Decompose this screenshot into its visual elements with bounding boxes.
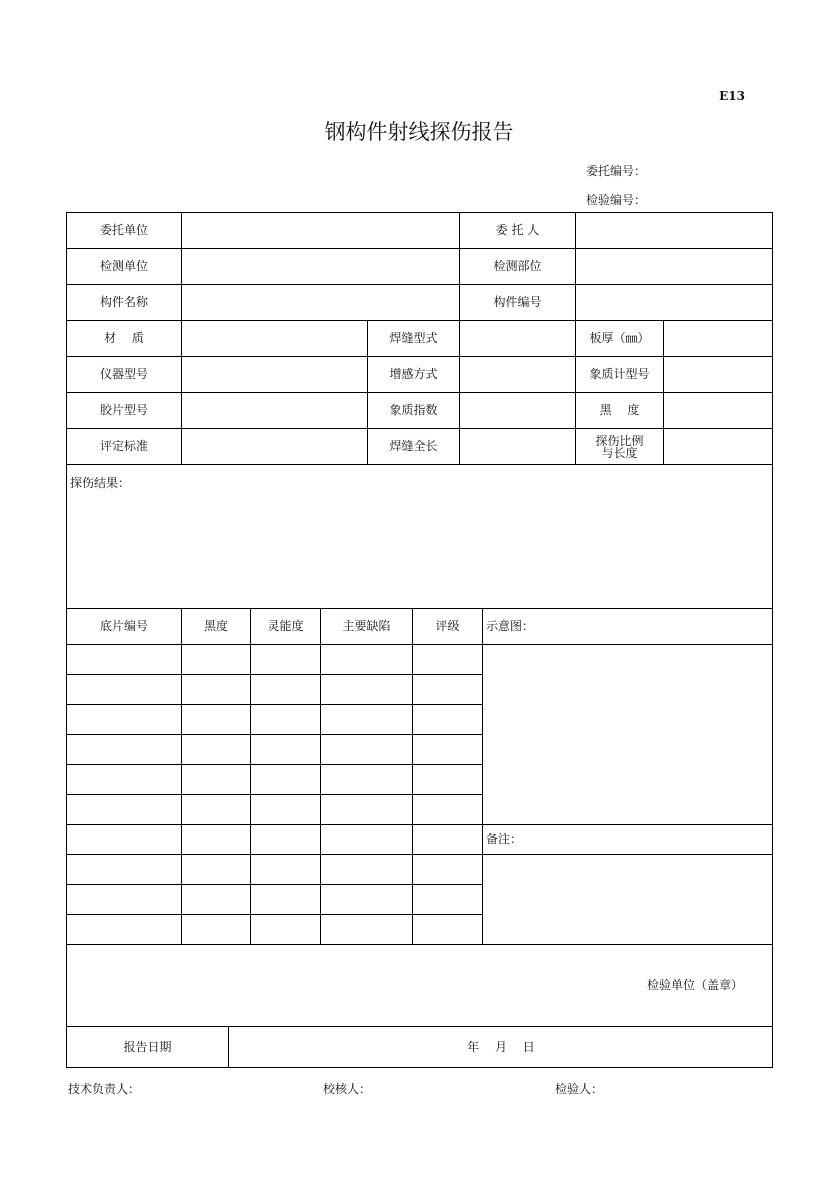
stamp-label: 检验单位（盖章） <box>646 978 743 992</box>
film-cell-density[interactable] <box>181 734 250 764</box>
film-cell-film-no[interactable] <box>66 764 181 794</box>
client-unit-field[interactable] <box>181 212 459 248</box>
film-cell-film-no[interactable] <box>66 734 181 764</box>
intensify-method-label: 增感方式 <box>367 356 459 392</box>
client-label: 委 托 人 <box>459 212 575 248</box>
film-cell-main-defect[interactable] <box>320 674 412 704</box>
inspector-label: 检验人： <box>555 1082 604 1096</box>
film-cell-film-no[interactable] <box>66 824 181 854</box>
results-label: 探伤结果： <box>70 476 131 490</box>
film-cell-sensitivity[interactable] <box>250 794 320 824</box>
diagram-area[interactable] <box>482 644 773 824</box>
member-name-field[interactable] <box>181 284 459 320</box>
client-unit-label: 委托单位 <box>66 212 181 248</box>
member-name-label: 构件名称 <box>66 284 181 320</box>
film-cell-film-no[interactable] <box>66 644 181 674</box>
film-cell-density[interactable] <box>181 824 250 854</box>
film-cell-grade[interactable] <box>412 764 482 794</box>
weld-type-field[interactable] <box>459 320 575 356</box>
film-cell-sensitivity[interactable] <box>250 824 320 854</box>
film-cell-grade[interactable] <box>412 914 482 944</box>
stamp-area <box>66 944 773 1026</box>
film-cell-film-no[interactable] <box>66 854 181 884</box>
intensify-method-field[interactable] <box>459 356 575 392</box>
film-cell-grade[interactable] <box>412 824 482 854</box>
test-unit-field[interactable] <box>181 248 459 284</box>
film-cell-density[interactable] <box>181 674 250 704</box>
film-cell-grade[interactable] <box>412 674 482 704</box>
report-date-label: 报告日期 <box>66 1026 228 1068</box>
page-title: 钢构件射线探伤报告 <box>324 120 514 144</box>
header-film-no: 底片编号 <box>66 608 181 644</box>
test-location-label: 检测部位 <box>459 248 575 284</box>
film-cell-density[interactable] <box>181 884 250 914</box>
film-cell-main-defect[interactable] <box>320 914 412 944</box>
test-unit-label: 检测单位 <box>66 248 181 284</box>
commission-no-label: 委托编号： <box>586 164 647 178</box>
header-sensitivity: 灵能度 <box>250 608 320 644</box>
standard-label: 评定标准 <box>66 428 181 464</box>
report-date-field[interactable]: 年 月 日 <box>228 1026 773 1068</box>
remarks-area[interactable] <box>482 854 773 944</box>
iqi-model-label: 象质计型号 <box>575 356 663 392</box>
film-cell-film-no[interactable] <box>66 884 181 914</box>
film-model-label: 胶片型号 <box>66 392 181 428</box>
header-main-defect: 主要缺陷 <box>320 608 412 644</box>
instrument-model-label: 仪器型号 <box>66 356 181 392</box>
image-quality-index-label: 象质指数 <box>367 392 459 428</box>
film-cell-grade[interactable] <box>412 704 482 734</box>
reviewer-label: 校核人： <box>323 1082 372 1096</box>
header-density: 黑度 <box>181 608 250 644</box>
film-cell-film-no[interactable] <box>66 704 181 734</box>
density-label: 黑 度 <box>575 392 663 428</box>
ratio-length-field[interactable] <box>663 428 773 464</box>
ratio-length-label: 探伤比例 与长度 <box>575 428 663 464</box>
film-cell-film-no[interactable] <box>66 674 181 704</box>
plate-thickness-label: 板厚（㎜） <box>575 320 663 356</box>
material-field[interactable] <box>181 320 367 356</box>
film-cell-sensitivity[interactable] <box>250 644 320 674</box>
weld-type-label: 焊缝型式 <box>367 320 459 356</box>
film-cell-main-defect[interactable] <box>320 854 412 884</box>
film-cell-density[interactable] <box>181 704 250 734</box>
film-cell-sensitivity[interactable] <box>250 734 320 764</box>
iqi-model-field[interactable] <box>663 356 773 392</box>
film-cell-sensitivity[interactable] <box>250 704 320 734</box>
test-location-field[interactable] <box>575 248 773 284</box>
density-field[interactable] <box>663 392 773 428</box>
client-field[interactable] <box>575 212 773 248</box>
diagram-label: 示意图： <box>482 608 773 644</box>
film-cell-grade[interactable] <box>412 794 482 824</box>
film-model-field[interactable] <box>181 392 367 428</box>
film-cell-main-defect[interactable] <box>320 704 412 734</box>
film-cell-sensitivity[interactable] <box>250 674 320 704</box>
film-cell-density[interactable] <box>181 764 250 794</box>
film-cell-density[interactable] <box>181 794 250 824</box>
plate-thickness-field[interactable] <box>663 320 773 356</box>
film-cell-main-defect[interactable] <box>320 884 412 914</box>
weld-length-field[interactable] <box>459 428 575 464</box>
film-cell-grade[interactable] <box>412 734 482 764</box>
standard-field[interactable] <box>181 428 367 464</box>
film-cell-density[interactable] <box>181 854 250 884</box>
member-no-field[interactable] <box>575 284 773 320</box>
film-cell-sensitivity[interactable] <box>250 764 320 794</box>
header-grade: 评级 <box>412 608 482 644</box>
film-cell-main-defect[interactable] <box>320 644 412 674</box>
form-code: E13 <box>719 89 745 103</box>
film-cell-main-defect[interactable] <box>320 824 412 854</box>
inspection-no-label: 检验编号： <box>586 193 647 207</box>
results-area[interactable] <box>66 464 773 608</box>
film-cell-grade[interactable] <box>412 644 482 674</box>
film-cell-main-defect[interactable] <box>320 764 412 794</box>
instrument-model-field[interactable] <box>181 356 367 392</box>
film-cell-grade[interactable] <box>412 884 482 914</box>
tech-lead-label: 技术负责人： <box>68 1082 141 1096</box>
film-cell-film-no[interactable] <box>66 914 181 944</box>
film-cell-density[interactable] <box>181 914 250 944</box>
film-cell-sensitivity[interactable] <box>250 854 320 884</box>
report-form <box>66 212 773 1068</box>
image-quality-index-field[interactable] <box>459 392 575 428</box>
weld-length-label: 焊缝全长 <box>367 428 459 464</box>
film-cell-sensitivity[interactable] <box>250 884 320 914</box>
member-no-label: 构件编号 <box>459 284 575 320</box>
film-cell-main-defect[interactable] <box>320 794 412 824</box>
film-cell-grade[interactable] <box>412 854 482 884</box>
film-cell-density[interactable] <box>181 644 250 674</box>
material-label: 材 质 <box>66 320 181 356</box>
film-cell-film-no[interactable] <box>66 794 181 824</box>
film-cell-sensitivity[interactable] <box>250 914 320 944</box>
remarks-label: 备注： <box>482 824 773 854</box>
film-cell-main-defect[interactable] <box>320 734 412 764</box>
